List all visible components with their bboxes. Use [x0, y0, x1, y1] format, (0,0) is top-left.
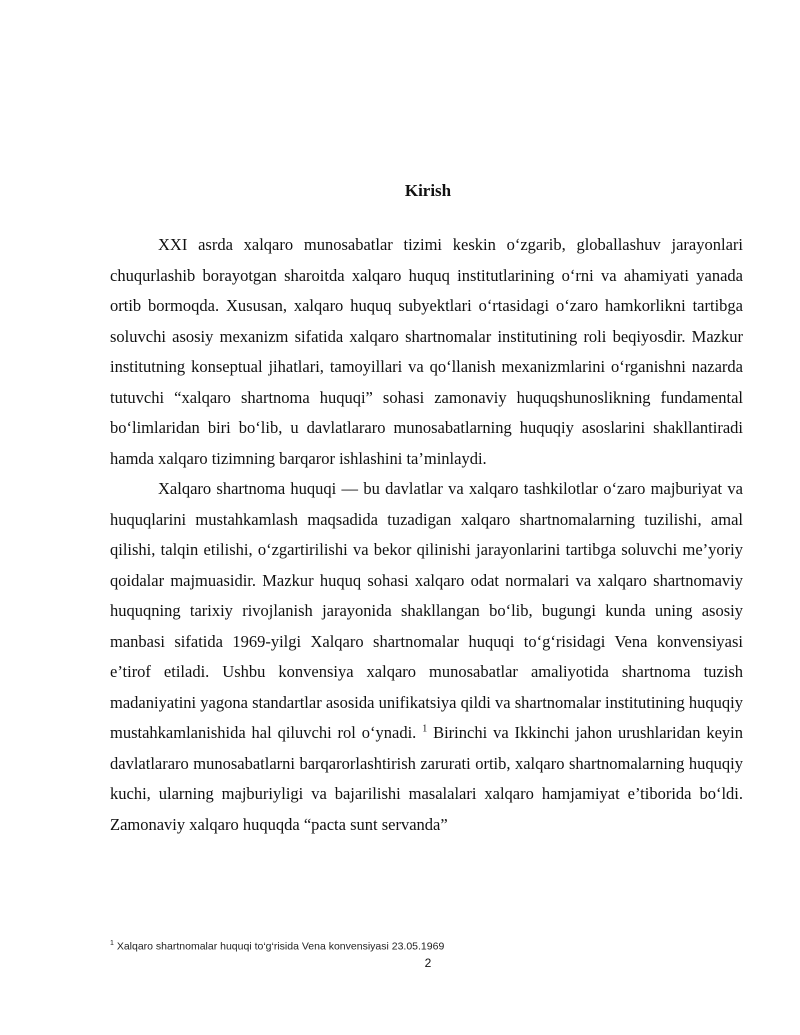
section-heading: Kirish [404, 181, 452, 200]
paragraph-2-part-2: Birinchi va Ikkinchi jahon urushlaridan keyin davlatlararo munosabatlarni barqarorlashtirish zarurati ortib, xalqaro shartnomalarning huquqiy kuchi, ularning majburiyligi va bajarilishi masalalari xalqaro hamjamiyat e’tiborida bo‘ldi. Zamonaviy xalqaro huquqda “pacta sunt servanda” [110, 723, 743, 834]
footnote-reference[interactable]: 1 [422, 723, 428, 735]
body-text [110, 230, 743, 840]
paragraph-2 [110, 474, 743, 840]
paragraph-2-part-1: Xalqaro shartnoma huquqi — bu davlatlar va xalqaro tashkilotlar o‘zaro majburiyat va huquqlarini mustahkamlash maqsadida tuzadigan xalqaro shartnomalarning tuzilishi, amal qilishi, talqin etilishi, o‘zgartirilishi va bekor qilinishi jarayonlarini tartibga soluvchi me’yoriy qoidalar majmuasidir. Mazkur huquq sohasi xalqaro odat normalari va xalqaro shartnomaviy huquqning tarixiy rivojlanish jarayonida shakllangan bo‘lib, bugungi kunda uning asosiy manbasi sifatida 1969-yilgi Xalqaro shartnomalar huquqi to‘g‘risidagi Vena konvensiyasi e’tirof etiladi. Ushbu konvensiya xalqaro munosabatlar amaliyotida shartnoma tuzish madaniyatini yagona standartlar asosida unifikatsiya qildi va shartnomalar institutining huquqiy mustahkamlanishida hal qiluvchi rol o‘ynadi. [110, 479, 743, 742]
footnote-text: Xalqaro shartnomalar huquqi to‘g‘risida Vena konvensiyasi 23.05.1969 [113, 940, 445, 953]
paragraph-1: XXI asrda xalqaro munosabatlar tizimi keskin o‘zgarib, globallashuv jarayonlari chuqurlashib borayotgan sharoitda xalqaro huquq institutlarining o‘rni va ahamiyati yanada ortib bormoqda. Xususan, xalqaro huquq subyektlari o‘rtasidagi o‘zaro hamkorlikni tartibga soluvchi asosiy mexanizm sifatida xalqaro shartnomalar institutining roli beqiyosdir. Mazkur institutning konseptual jihatlari, tamoyillari va qo‘llanish mexanizmlarini o‘rganishni nazarda tutuvchi “xalqaro shartnoma huquqi” sohasi zamonaviy huquqshunoslikning fundamental bo‘limlaridan biri bo‘lib, u davlatlararo munosabatlarning huquqiy asoslarini shakllantiradi hamda xalqaro tizimning barqaror ishlashini ta’minlaydi. [110, 235, 743, 468]
page-number: 2 [424, 956, 432, 970]
footnote-number: 1 [110, 940, 114, 947]
footnote [110, 940, 444, 953]
